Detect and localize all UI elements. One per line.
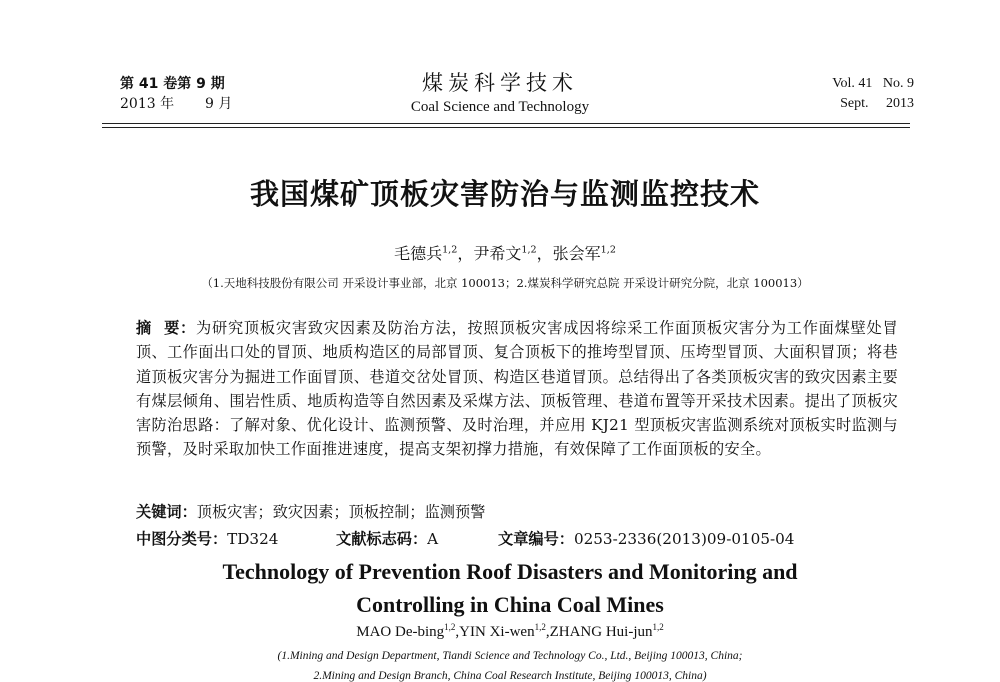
author-separator-en: , bbox=[455, 624, 460, 640]
doc-code-label: 文献标志码： bbox=[336, 530, 428, 548]
author-en-1: MAO De-bing bbox=[356, 624, 445, 640]
author-en-2: YIN Xi-wen bbox=[459, 624, 535, 640]
journal-name-en: Coal Science and Technology bbox=[410, 99, 590, 115]
abstract-label: 摘 要： bbox=[136, 319, 197, 337]
author-separator-en: , bbox=[545, 624, 550, 640]
clc bbox=[136, 527, 278, 551]
affiliation-cn: （1.天地科技股份有限公司 开采设计事业部，北京 100013；2.煤炭科学研究总院 开采设计研究分院，北京 100013） bbox=[201, 276, 809, 290]
author-separator: ， bbox=[457, 244, 474, 263]
author-cn-1: 毛德兵 bbox=[394, 244, 443, 263]
doc-code-value: A bbox=[427, 530, 439, 548]
journal-name-cn: 煤炭科学技术 bbox=[422, 71, 578, 95]
date-cn-month: 9 月 bbox=[205, 96, 233, 112]
header-left bbox=[120, 74, 232, 114]
header-rule-bottom bbox=[102, 127, 910, 128]
date-cn bbox=[120, 94, 232, 114]
affiliation-en-1: (1.Mining and Design Department, Tiandi Science and Technology Co., Ltd., Beijing 100013, China; bbox=[277, 650, 743, 662]
clc-value: TD324 bbox=[227, 530, 279, 548]
article-title-en-line2: Controlling in China Coal Mines bbox=[356, 592, 664, 617]
article-number-label: 文章编号： bbox=[498, 530, 574, 548]
author-separator: ， bbox=[536, 244, 553, 263]
doc-code bbox=[336, 527, 438, 551]
header-right bbox=[832, 74, 914, 114]
author-cn-2-sup: 1,2 bbox=[521, 244, 537, 256]
abstract-cn bbox=[136, 316, 898, 462]
volume-issue-en: Vol. 41 No. 9 bbox=[832, 76, 914, 91]
date-cn-year: 2013 年 bbox=[120, 96, 175, 112]
clc-label: 中图分类号： bbox=[136, 530, 228, 548]
volume-issue-cn: 第 41 卷第 9 期 bbox=[120, 76, 225, 92]
header-rule-top bbox=[102, 123, 910, 124]
keywords bbox=[136, 500, 898, 524]
abstract-text: 为研究顶板灾害致灾因素及防治方法，按照顶板灾害成因将综采工作面顶板灾害分为工作面煤壁处冒顶、工作面出口处的冒顶、地质构造区的局部冒顶、复合顶板下的推垮型冒顶、压垮型冒顶、大面积冒顶；将巷道顶板灾害分为掘进工作面冒顶、巷道交岔处冒顶、构造区巷道冒顶。总结得出了各类顶板灾害的致灾因素主要有煤层倾角、围岩性质、地质构造等自然因素及采煤方法、顶板管理、巷道布置等开采技术因素。提出了顶板灾害防治思路：了解对象、优化设计、监测预警、及时治理，并应用 KJ21 型顶板灾害监测系统对顶板实时监测与预警，及时采取加快工作面推进速度，提高支架初撑力措施，有效保障了工作面顶板的安全。 bbox=[136, 319, 899, 459]
author-cn-3-sup: 1,2 bbox=[600, 244, 616, 256]
keywords-label: 关键词： bbox=[136, 503, 197, 521]
article-title-en bbox=[120, 555, 900, 621]
journal-name bbox=[350, 70, 650, 117]
author-cn-1-sup: 1,2 bbox=[442, 244, 458, 256]
author-en-3-sup: 1,2 bbox=[652, 622, 664, 632]
author-cn-2: 尹希文 bbox=[473, 244, 522, 263]
author-en-1-sup: 1,2 bbox=[444, 622, 456, 632]
date-en: Sept. 2013 bbox=[840, 96, 914, 111]
author-en-2-sup: 1,2 bbox=[534, 622, 546, 632]
author-en-3: ZHANG Hui-jun bbox=[549, 624, 653, 640]
authors-en bbox=[120, 622, 900, 641]
author-cn-3: 张会军 bbox=[552, 244, 601, 263]
article-number bbox=[498, 527, 794, 551]
article-title-en-line1: Technology of Prevention Roof Disasters and Monitoring and bbox=[222, 559, 798, 584]
authors-cn bbox=[100, 241, 910, 264]
article-number-value: 0253-2336(2013)09-0105-04 bbox=[573, 530, 795, 548]
affiliation-en-2: 2.Mining and Design Branch, China Coal Research Institute, Beijing 100013, China) bbox=[313, 670, 707, 682]
article-title-cn: 我国煤矿顶板灾害防治与监测监控技术 bbox=[249, 177, 760, 211]
keywords-text: 顶板灾害；致灾因素；顶板控制；监测预警 bbox=[196, 503, 486, 521]
